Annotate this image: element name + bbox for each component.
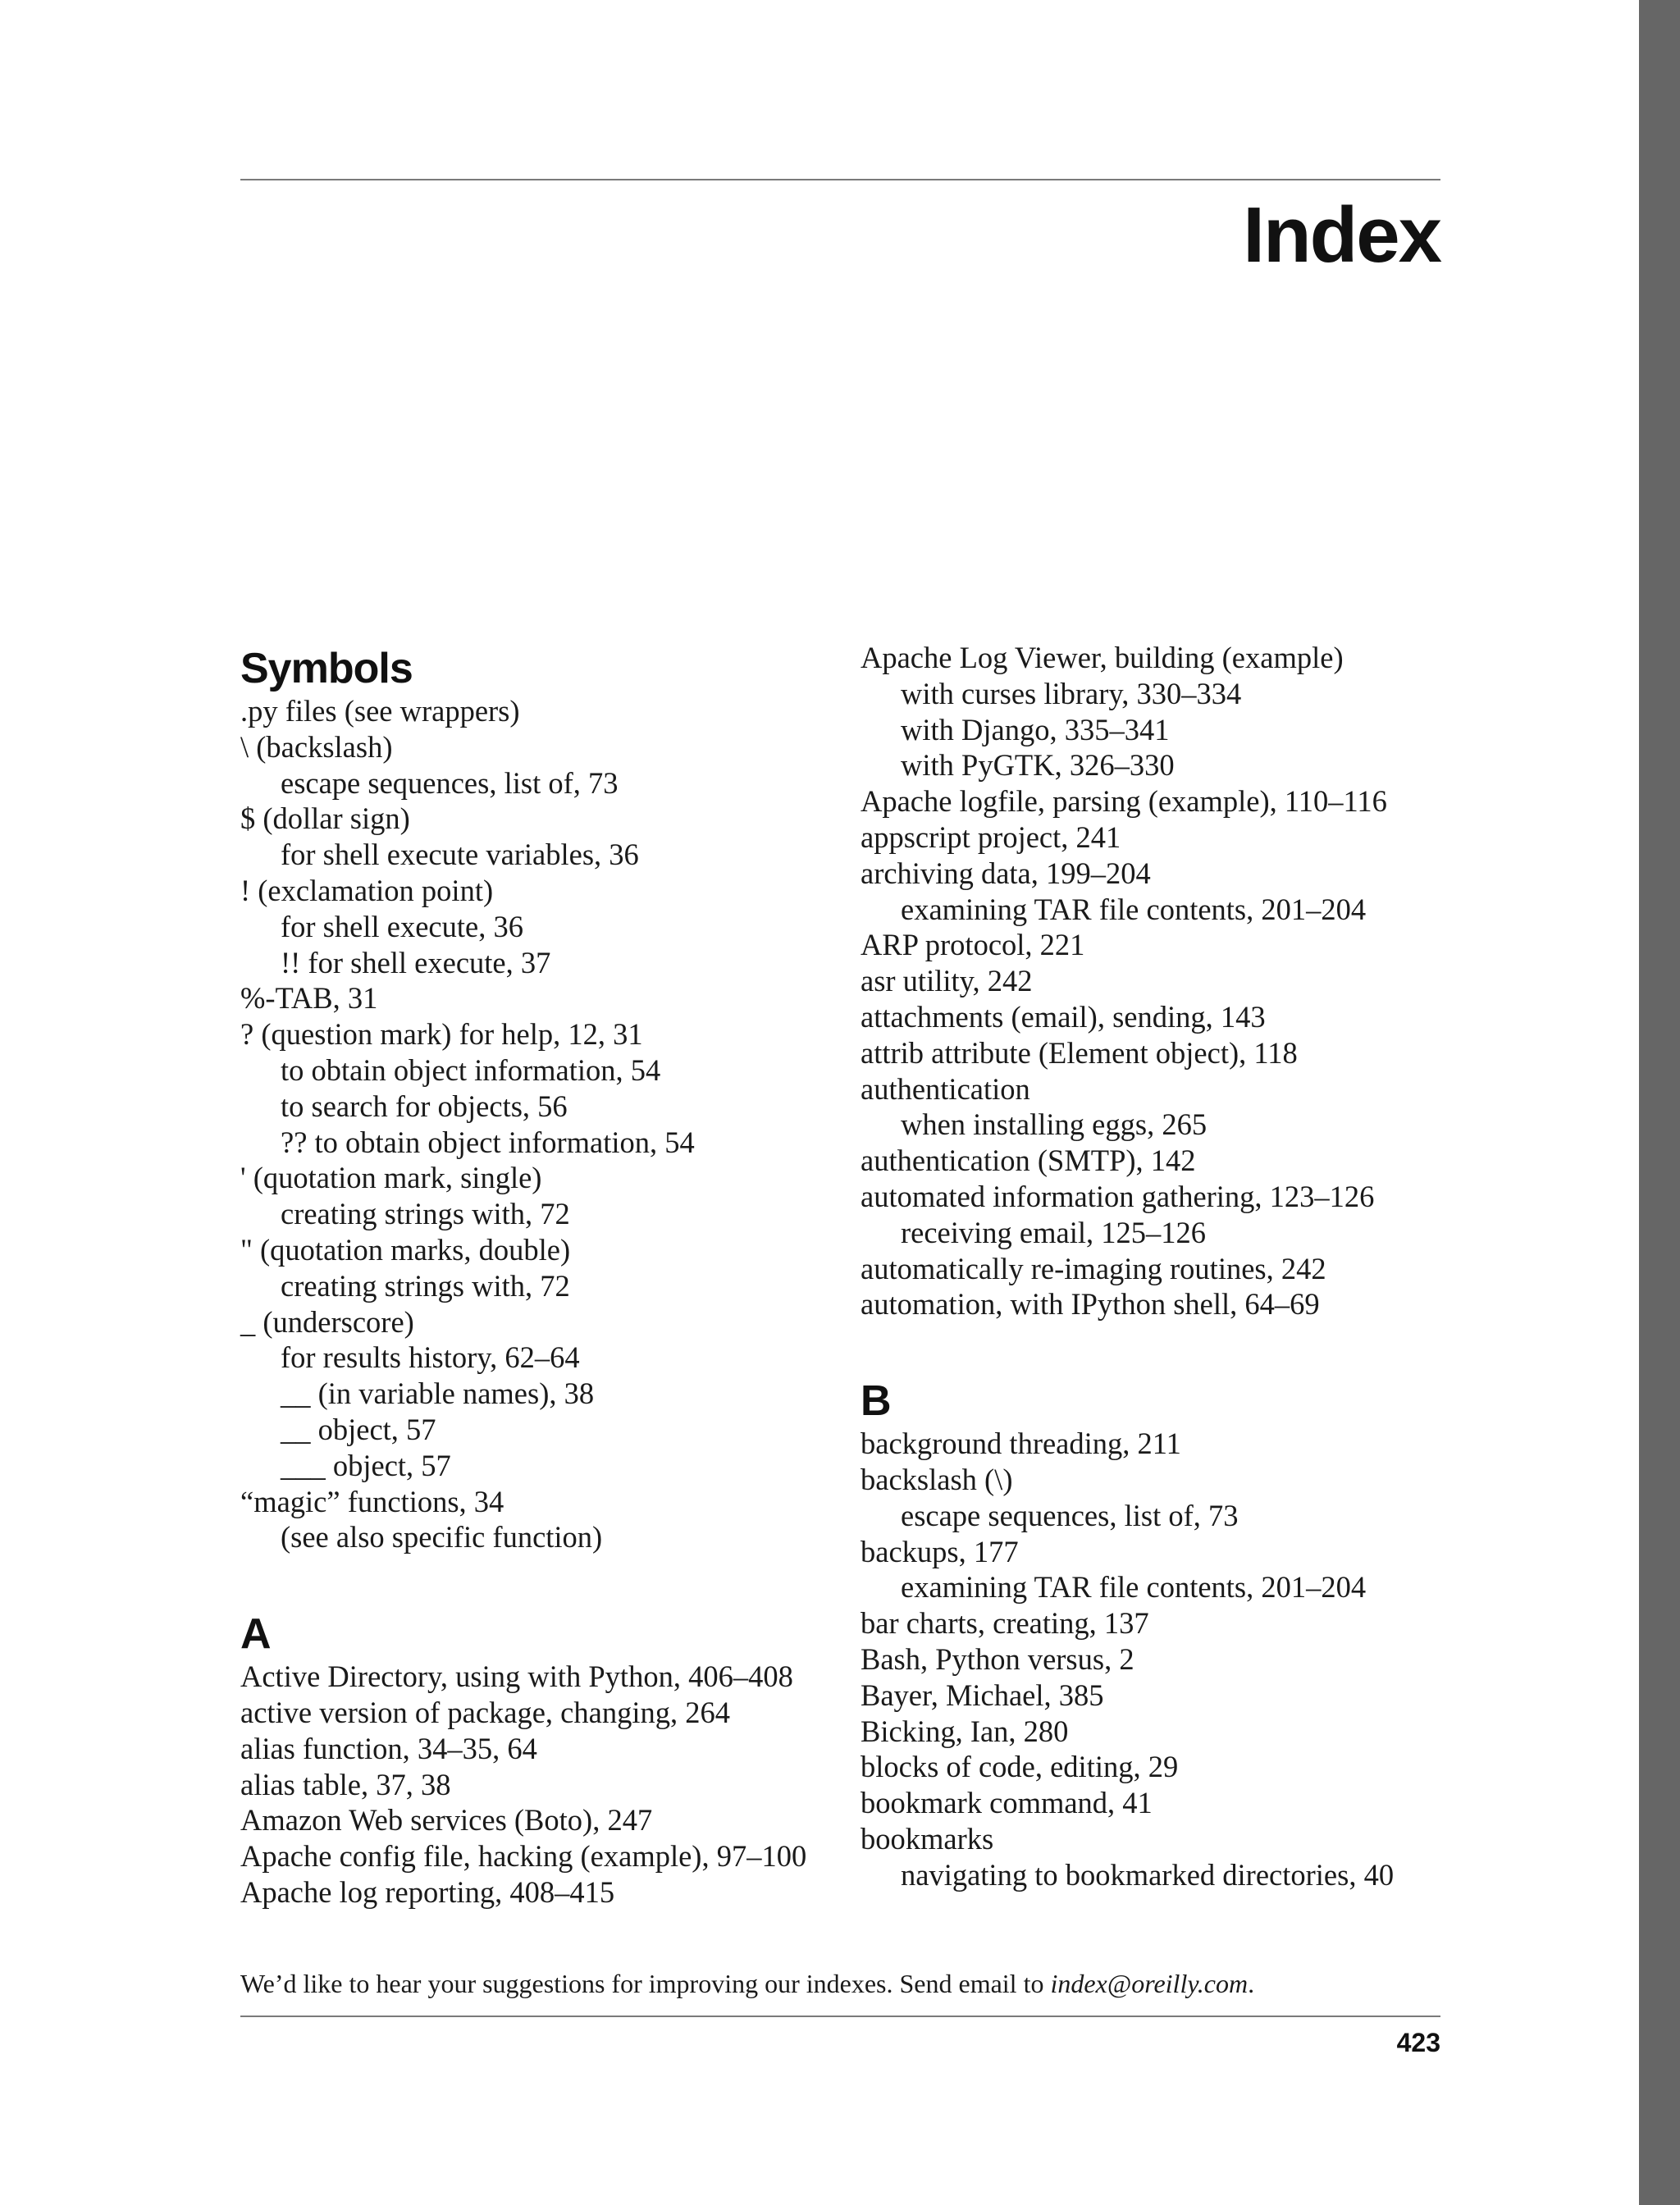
index-entry: bookmarks	[861, 1821, 994, 1856]
index-entry: automated information gathering, 123–126	[861, 1179, 1375, 1213]
index-entry: ' (quotation mark, single)	[240, 1161, 542, 1195]
section-symbols	[240, 644, 831, 1555]
index-entry: asr utility, 242	[861, 964, 1033, 998]
index-subentry: to obtain object information, 54	[281, 1052, 661, 1087]
index-entry: ? (question mark) for help, 12, 31	[240, 1017, 643, 1052]
section-heading-symbols: Symbols	[240, 645, 413, 692]
index-entry: Bash, Python versus, 2	[861, 1641, 1134, 1676]
index-entry: background threading, 211	[861, 1427, 1181, 1461]
index-subentry: creating strings with, 72	[281, 1197, 570, 1231]
index-subentry: (see also specific function)	[281, 1520, 603, 1554]
index-subentry: !! for shell execute, 37	[281, 945, 551, 979]
index-entry: $ (dollar sign)	[240, 801, 410, 836]
index-entry: automatically re-imaging routines, 242	[861, 1251, 1326, 1285]
index-subentry: to search for objects, 56	[281, 1089, 568, 1123]
index-subentry: escape sequences, list of, 73	[281, 765, 619, 800]
index-column-left	[240, 644, 831, 1911]
index-subentry: escape sequences, list of, 73	[901, 1498, 1239, 1532]
index-entry: authentication	[861, 1071, 1030, 1106]
page-number: 423	[1396, 2028, 1440, 2057]
entry-list	[861, 1426, 1435, 1892]
index-subentry: with curses library, 330–334	[901, 676, 1242, 710]
index-entry: Apache config file, hacking (example), 97–100	[240, 1839, 807, 1874]
index-subentry: with PyGTK, 326–330	[901, 748, 1175, 783]
index-column-right	[861, 641, 1435, 1893]
section-heading-a: A	[240, 1610, 271, 1659]
index-entry: .py files (see wrappers)	[240, 694, 520, 728]
bottom-rule	[240, 2016, 1440, 2017]
index-entry: Amazon Web services (Boto), 247	[240, 1803, 653, 1838]
entry-list	[240, 693, 831, 1555]
index-entry: appscript project, 241	[861, 819, 1121, 854]
footer-note	[240, 1967, 1254, 2000]
section-gap	[240, 1555, 831, 1609]
index-subentry: examining TAR file contents, 201–204	[901, 892, 1367, 926]
index-entry: ! (exclamation point)	[240, 873, 494, 907]
section-heading-b: B	[861, 1377, 891, 1426]
index-subentry: __ (in variable names), 38	[281, 1376, 595, 1411]
index-subentry: ?? to obtain object information, 54	[281, 1125, 695, 1159]
index-entry: attrib attribute (Element object), 118	[861, 1035, 1298, 1070]
index-subentry: __ object, 57	[281, 1412, 436, 1446]
footer-end: .	[1248, 1969, 1255, 1998]
section-b	[861, 1376, 1435, 1892]
index-entry: automation, with IPython shell, 64–69	[861, 1287, 1320, 1322]
index-subentry: ___ object, 57	[281, 1448, 451, 1482]
index-entry: Bicking, Ian, 280	[861, 1714, 1069, 1748]
index-entry: %-TAB, 31	[240, 981, 378, 1016]
footer-text: We’d like to hear your suggestions for improving our indexes. Send email to	[240, 1969, 1051, 1998]
index-entry: attachments (email), sending, 143	[861, 999, 1266, 1034]
index-entry: authentication (SMTP), 142	[861, 1144, 1196, 1178]
index-entry: bookmark command, 41	[861, 1786, 1153, 1820]
index-subentry: for results history, 62–64	[281, 1340, 580, 1375]
footer-email-link[interactable]: index@oreilly.com	[1050, 1969, 1249, 1998]
index-entry: backslash (\)	[861, 1462, 1013, 1496]
index-subentry: when installing eggs, 265	[901, 1107, 1208, 1142]
index-entry: \ (backslash)	[240, 729, 393, 764]
index-subentry: creating strings with, 72	[281, 1268, 570, 1303]
index-entry: " (quotation marks, double)	[240, 1232, 571, 1267]
index-subentry: navigating to bookmarked directories, 40	[901, 1857, 1395, 1892]
index-entry: bar charts, creating, 137	[861, 1606, 1149, 1641]
index-entry: “magic” functions, 34	[240, 1484, 504, 1518]
index-subentry: receiving email, 125–126	[901, 1215, 1206, 1249]
index-entry: Bayer, Michael, 385	[861, 1678, 1104, 1712]
index-entry: Apache log reporting, 408–415	[240, 1874, 615, 1909]
index-subentry: with Django, 335–341	[901, 712, 1170, 746]
index-entry: alias table, 37, 38	[240, 1767, 451, 1801]
index-entry: blocks of code, editing, 29	[861, 1750, 1179, 1784]
entry-list	[240, 1659, 831, 1911]
page-title: Index	[1243, 191, 1440, 279]
index-entry: active version of package, changing, 264	[240, 1695, 730, 1729]
index-entry: backups, 177	[861, 1534, 1019, 1568]
index-subentry: for shell execute variables, 36	[281, 838, 639, 872]
entry-list	[861, 640, 1435, 1322]
index-entry: _ (underscore)	[240, 1304, 414, 1339]
index-entry: Apache logfile, parsing (example), 110–116	[861, 784, 1387, 819]
section-a	[240, 1609, 831, 1911]
index-entry: Active Directory, using with Python, 406–408	[240, 1659, 793, 1694]
index-entry: alias function, 34–35, 64	[240, 1731, 537, 1765]
page-edge-bar	[1639, 0, 1680, 2205]
section-gap	[861, 1322, 1435, 1376]
index-entry: archiving data, 199–204	[861, 856, 1151, 890]
index-subentry: for shell execute, 36	[281, 909, 523, 943]
index-entry: Apache Log Viewer, building (example)	[861, 641, 1344, 674]
index-subentry: examining TAR file contents, 201–204	[901, 1570, 1367, 1605]
top-rule	[240, 179, 1440, 180]
index-entry: ARP protocol, 221	[861, 928, 1085, 962]
